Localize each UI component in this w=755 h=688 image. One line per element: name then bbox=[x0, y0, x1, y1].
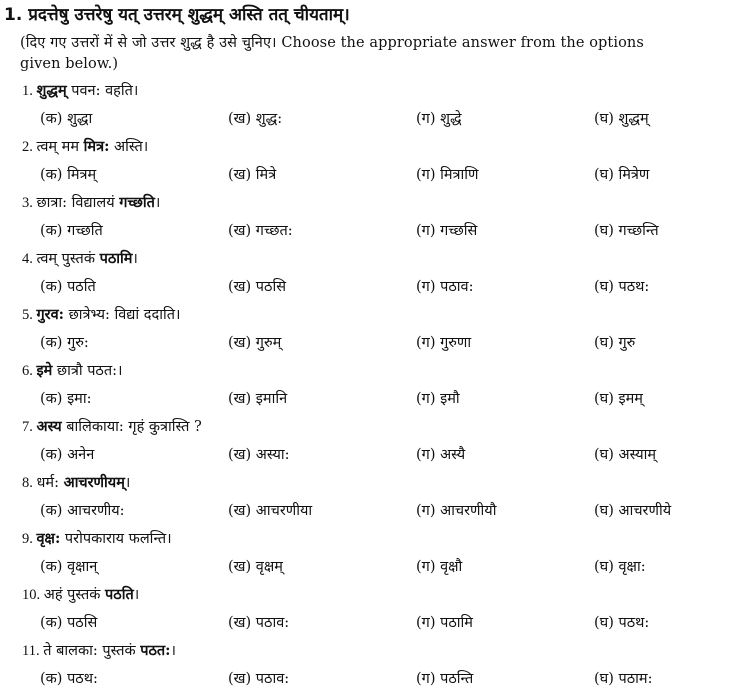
option-label: (ग) bbox=[416, 223, 441, 239]
question-highlight-word: इमे bbox=[36, 362, 53, 379]
option-text: वृक्षम् bbox=[255, 559, 283, 575]
answer-option-3-2[interactable] bbox=[228, 220, 293, 240]
answer-option-11-3[interactable] bbox=[416, 668, 473, 688]
option-text: आचरणीये bbox=[618, 503, 672, 519]
question-highlight-word: पठामि bbox=[99, 250, 133, 267]
question-number: 5. bbox=[22, 307, 37, 323]
option-label: (ग) bbox=[416, 111, 441, 127]
option-label: (ग) bbox=[416, 167, 441, 183]
answer-option-4-1[interactable] bbox=[40, 276, 96, 296]
option-text: इमौ bbox=[440, 391, 460, 407]
option-label: (ग) bbox=[416, 391, 441, 407]
option-label: (क) bbox=[40, 559, 68, 575]
option-text: आचरणीयौ bbox=[440, 503, 497, 519]
option-label: (ग) bbox=[416, 559, 441, 575]
answer-option-6-1[interactable] bbox=[40, 388, 92, 408]
answer-option-3-1[interactable] bbox=[40, 220, 103, 240]
question-number: 9. bbox=[22, 531, 37, 547]
answer-option-9-2[interactable] bbox=[228, 556, 283, 576]
answer-option-7-4[interactable] bbox=[594, 444, 656, 464]
option-text: गुरु: bbox=[67, 335, 89, 351]
option-label: (क) bbox=[40, 447, 68, 463]
answer-option-1-3[interactable] bbox=[416, 108, 462, 128]
answer-option-8-2[interactable] bbox=[228, 500, 312, 520]
option-text: पठति bbox=[67, 279, 96, 295]
answer-option-7-1[interactable] bbox=[40, 444, 94, 464]
instruction-line-2: given below.) bbox=[20, 56, 119, 72]
question-number: 8. bbox=[22, 475, 37, 491]
answer-option-5-2[interactable] bbox=[228, 332, 281, 352]
option-label: (ख) bbox=[228, 279, 256, 295]
instruction-line-1: (दिए गए उत्तरों में से जो उत्तर शुद्ध है उसे चुनिए। Choose the appropriate answer from the options bbox=[20, 35, 644, 51]
option-label: (क) bbox=[40, 671, 68, 687]
question-highlight-word: पठति bbox=[105, 586, 134, 603]
question-number: 11. bbox=[22, 643, 44, 659]
question-text-post: छात्रौ पठत:। bbox=[52, 363, 123, 379]
question-text-post: । bbox=[132, 251, 138, 267]
question-9 bbox=[22, 528, 172, 548]
option-label: (ख) bbox=[228, 391, 256, 407]
option-text: इमा: bbox=[67, 391, 92, 407]
option-text: मित्रे bbox=[255, 167, 277, 183]
option-text: पठाव: bbox=[440, 279, 474, 295]
option-text: पठथ: bbox=[618, 615, 650, 631]
option-text: मित्रम् bbox=[67, 167, 97, 183]
answer-option-4-3[interactable] bbox=[416, 276, 473, 296]
question-10 bbox=[22, 584, 139, 604]
option-label: (क) bbox=[40, 111, 68, 127]
option-text: मित्राणि bbox=[440, 167, 479, 183]
answer-option-9-4[interactable] bbox=[594, 556, 646, 576]
exercise-title: प्रदत्तेषु उत्तरेषु यत् उत्तरम् शुद्धम् अस्ति तत् चीयताम्। bbox=[28, 5, 350, 25]
question-text-pre: ते बालका: पुस्तकं bbox=[43, 643, 141, 659]
answer-option-5-1[interactable] bbox=[40, 332, 89, 352]
option-text: पठसि bbox=[255, 279, 287, 295]
option-text: गच्छन्ति bbox=[618, 223, 659, 239]
answer-option-11-1[interactable] bbox=[40, 668, 98, 688]
question-8 bbox=[22, 472, 130, 492]
answer-option-5-4[interactable] bbox=[594, 332, 635, 352]
option-label: (क) bbox=[40, 223, 68, 239]
option-label: (क) bbox=[40, 167, 68, 183]
question-number: 7. bbox=[22, 419, 37, 435]
answer-option-2-2[interactable] bbox=[228, 164, 276, 184]
question-text-post: बालिकाया: गृहं कुत्रास्ति ? bbox=[61, 419, 202, 435]
option-text: पठाम: bbox=[618, 671, 653, 687]
question-text-pre: त्वम् पुस्तकं bbox=[36, 251, 100, 267]
option-text: शुद्धा bbox=[67, 111, 93, 127]
option-label: (क) bbox=[40, 615, 68, 631]
option-label: (ग) bbox=[416, 279, 441, 295]
question-text-post: । bbox=[154, 195, 161, 211]
option-label: (घ) bbox=[594, 111, 619, 127]
option-text: गच्छत: bbox=[255, 223, 293, 239]
option-label: (ग) bbox=[416, 671, 441, 687]
option-label: (घ) bbox=[594, 447, 619, 463]
question-text-post: परोपकाराय फलन्ति। bbox=[60, 531, 172, 547]
answer-option-2-3[interactable] bbox=[416, 164, 479, 184]
option-text: वृक्षा: bbox=[618, 559, 646, 575]
answer-option-8-3[interactable] bbox=[416, 500, 496, 520]
exercise-heading bbox=[4, 2, 350, 25]
question-text-post: । bbox=[170, 643, 177, 659]
option-text: पठामि bbox=[440, 615, 473, 631]
option-text: शुद्धे bbox=[440, 111, 462, 127]
answer-option-2-4[interactable] bbox=[594, 164, 649, 184]
option-text: वृक्षान् bbox=[67, 559, 98, 575]
option-label: (ग) bbox=[416, 335, 441, 351]
option-text: पठाव: bbox=[255, 615, 290, 631]
option-text: इमानि bbox=[255, 391, 288, 407]
option-label: (घ) bbox=[594, 391, 619, 407]
option-text: अस्या: bbox=[255, 447, 290, 463]
answer-option-3-3[interactable] bbox=[416, 220, 477, 240]
question-highlight-word: गच्छति bbox=[119, 194, 155, 211]
option-label: (क) bbox=[40, 503, 68, 519]
answer-option-10-3[interactable] bbox=[416, 612, 473, 632]
option-text: आचरणीया bbox=[255, 503, 313, 519]
answer-option-11-2[interactable] bbox=[228, 668, 289, 688]
option-label: (ग) bbox=[416, 503, 441, 519]
answer-option-10-1[interactable] bbox=[40, 612, 97, 632]
option-label: (ग) bbox=[416, 447, 441, 463]
question-highlight-word: आचरणीयम् bbox=[63, 474, 125, 491]
answer-option-2-1[interactable] bbox=[40, 164, 96, 184]
question-4 bbox=[22, 248, 138, 268]
answer-option-1-1[interactable] bbox=[40, 108, 92, 128]
option-text: आचरणीय: bbox=[67, 503, 125, 519]
option-text: गच्छसि bbox=[440, 223, 478, 239]
question-1 bbox=[22, 80, 138, 100]
question-text-pre: धर्म: bbox=[36, 475, 64, 491]
question-number: 10. bbox=[22, 587, 44, 603]
answer-option-8-4[interactable] bbox=[594, 500, 671, 520]
option-text: शुद्धम् bbox=[618, 111, 649, 127]
option-label: (ख) bbox=[228, 671, 256, 687]
option-label: (घ) bbox=[594, 503, 619, 519]
option-text: पठन्ति bbox=[440, 671, 474, 687]
question-highlight-word: अस्य bbox=[36, 418, 62, 435]
answer-option-10-4[interactable] bbox=[594, 612, 649, 632]
question-5 bbox=[22, 304, 180, 324]
question-6 bbox=[22, 360, 123, 380]
option-text: पठाव: bbox=[255, 671, 290, 687]
question-text-post: । bbox=[124, 475, 131, 491]
option-text: पठथ: bbox=[67, 671, 98, 687]
option-label: (ख) bbox=[228, 167, 256, 183]
exercise-number: 1. bbox=[4, 5, 23, 25]
option-text: गच्छति bbox=[67, 223, 103, 239]
question-text-pre: अहं पुस्तकं bbox=[43, 587, 106, 603]
option-label: (ख) bbox=[228, 335, 256, 351]
option-label: (ख) bbox=[228, 503, 256, 519]
option-text: गुरु bbox=[618, 335, 636, 351]
question-highlight-word: गुरव: bbox=[36, 306, 65, 323]
question-text-pre: त्वम् मम bbox=[36, 139, 84, 155]
question-text-post: पवन: वहति। bbox=[66, 83, 139, 99]
question-number: 4. bbox=[22, 251, 37, 267]
question-highlight-word: शुद्धम् bbox=[36, 82, 67, 99]
question-highlight-word: मित्र: bbox=[83, 138, 110, 155]
option-text: शुद्ध: bbox=[255, 111, 283, 127]
question-highlight-word: पठत: bbox=[140, 642, 171, 659]
option-text: गुरुणा bbox=[440, 335, 472, 351]
question-text-post: । bbox=[133, 587, 140, 603]
question-highlight-word: वृक्ष: bbox=[36, 530, 61, 547]
answer-option-3-4[interactable] bbox=[594, 220, 659, 240]
option-label: (घ) bbox=[594, 559, 619, 575]
question-text-pre: छात्रा: विद्यालयं bbox=[36, 195, 120, 211]
option-text: अस्याम् bbox=[618, 447, 657, 463]
option-label: (ख) bbox=[228, 447, 256, 463]
answer-option-8-1[interactable] bbox=[40, 500, 125, 520]
answer-option-1-4[interactable] bbox=[594, 108, 649, 128]
question-11 bbox=[22, 640, 176, 660]
option-text: पठथ: bbox=[618, 279, 650, 295]
question-number: 2. bbox=[22, 139, 37, 155]
question-text-post: छात्रेभ्य: विद्यां ददाति। bbox=[64, 307, 181, 323]
option-label: (ख) bbox=[228, 615, 256, 631]
option-label: (क) bbox=[40, 335, 68, 351]
option-text: अस्यै bbox=[440, 447, 466, 463]
option-label: (घ) bbox=[594, 615, 619, 631]
answer-option-4-4[interactable] bbox=[594, 276, 649, 296]
option-label: (घ) bbox=[594, 335, 619, 351]
answer-option-7-2[interactable] bbox=[228, 444, 290, 464]
option-label: (घ) bbox=[594, 671, 619, 687]
option-text: इमम् bbox=[618, 391, 643, 407]
option-label: (ख) bbox=[228, 223, 256, 239]
answer-option-1-2[interactable] bbox=[228, 108, 282, 128]
option-text: गुरुम् bbox=[255, 335, 282, 351]
option-text: वृक्षौ bbox=[440, 559, 463, 575]
option-text: अनेन bbox=[67, 447, 95, 463]
answer-option-6-4[interactable] bbox=[594, 388, 643, 408]
answer-option-4-2[interactable] bbox=[228, 276, 286, 296]
answer-option-6-3[interactable] bbox=[416, 388, 460, 408]
option-label: (ख) bbox=[228, 559, 256, 575]
option-text: पठसि bbox=[67, 615, 98, 631]
answer-option-7-3[interactable] bbox=[416, 444, 465, 464]
answer-option-5-3[interactable] bbox=[416, 332, 471, 352]
question-2 bbox=[22, 136, 148, 156]
option-label: (ग) bbox=[416, 615, 441, 631]
option-text: मित्रेण bbox=[618, 167, 650, 183]
option-label: (ख) bbox=[228, 111, 256, 127]
option-label: (घ) bbox=[594, 223, 619, 239]
question-text-post: अस्ति। bbox=[109, 139, 149, 155]
answer-option-9-3[interactable] bbox=[416, 556, 462, 576]
option-label: (क) bbox=[40, 391, 68, 407]
option-label: (घ) bbox=[594, 279, 619, 295]
question-7 bbox=[22, 416, 202, 436]
answer-option-6-2[interactable] bbox=[228, 388, 287, 408]
question-number: 3. bbox=[22, 195, 37, 211]
question-number: 1. bbox=[22, 83, 37, 99]
answer-option-10-2[interactable] bbox=[228, 612, 289, 632]
option-label: (क) bbox=[40, 279, 68, 295]
answer-option-9-1[interactable] bbox=[40, 556, 97, 576]
option-label: (घ) bbox=[594, 167, 619, 183]
answer-option-11-4[interactable] bbox=[594, 668, 652, 688]
question-3 bbox=[22, 192, 160, 212]
question-number: 6. bbox=[22, 363, 37, 379]
